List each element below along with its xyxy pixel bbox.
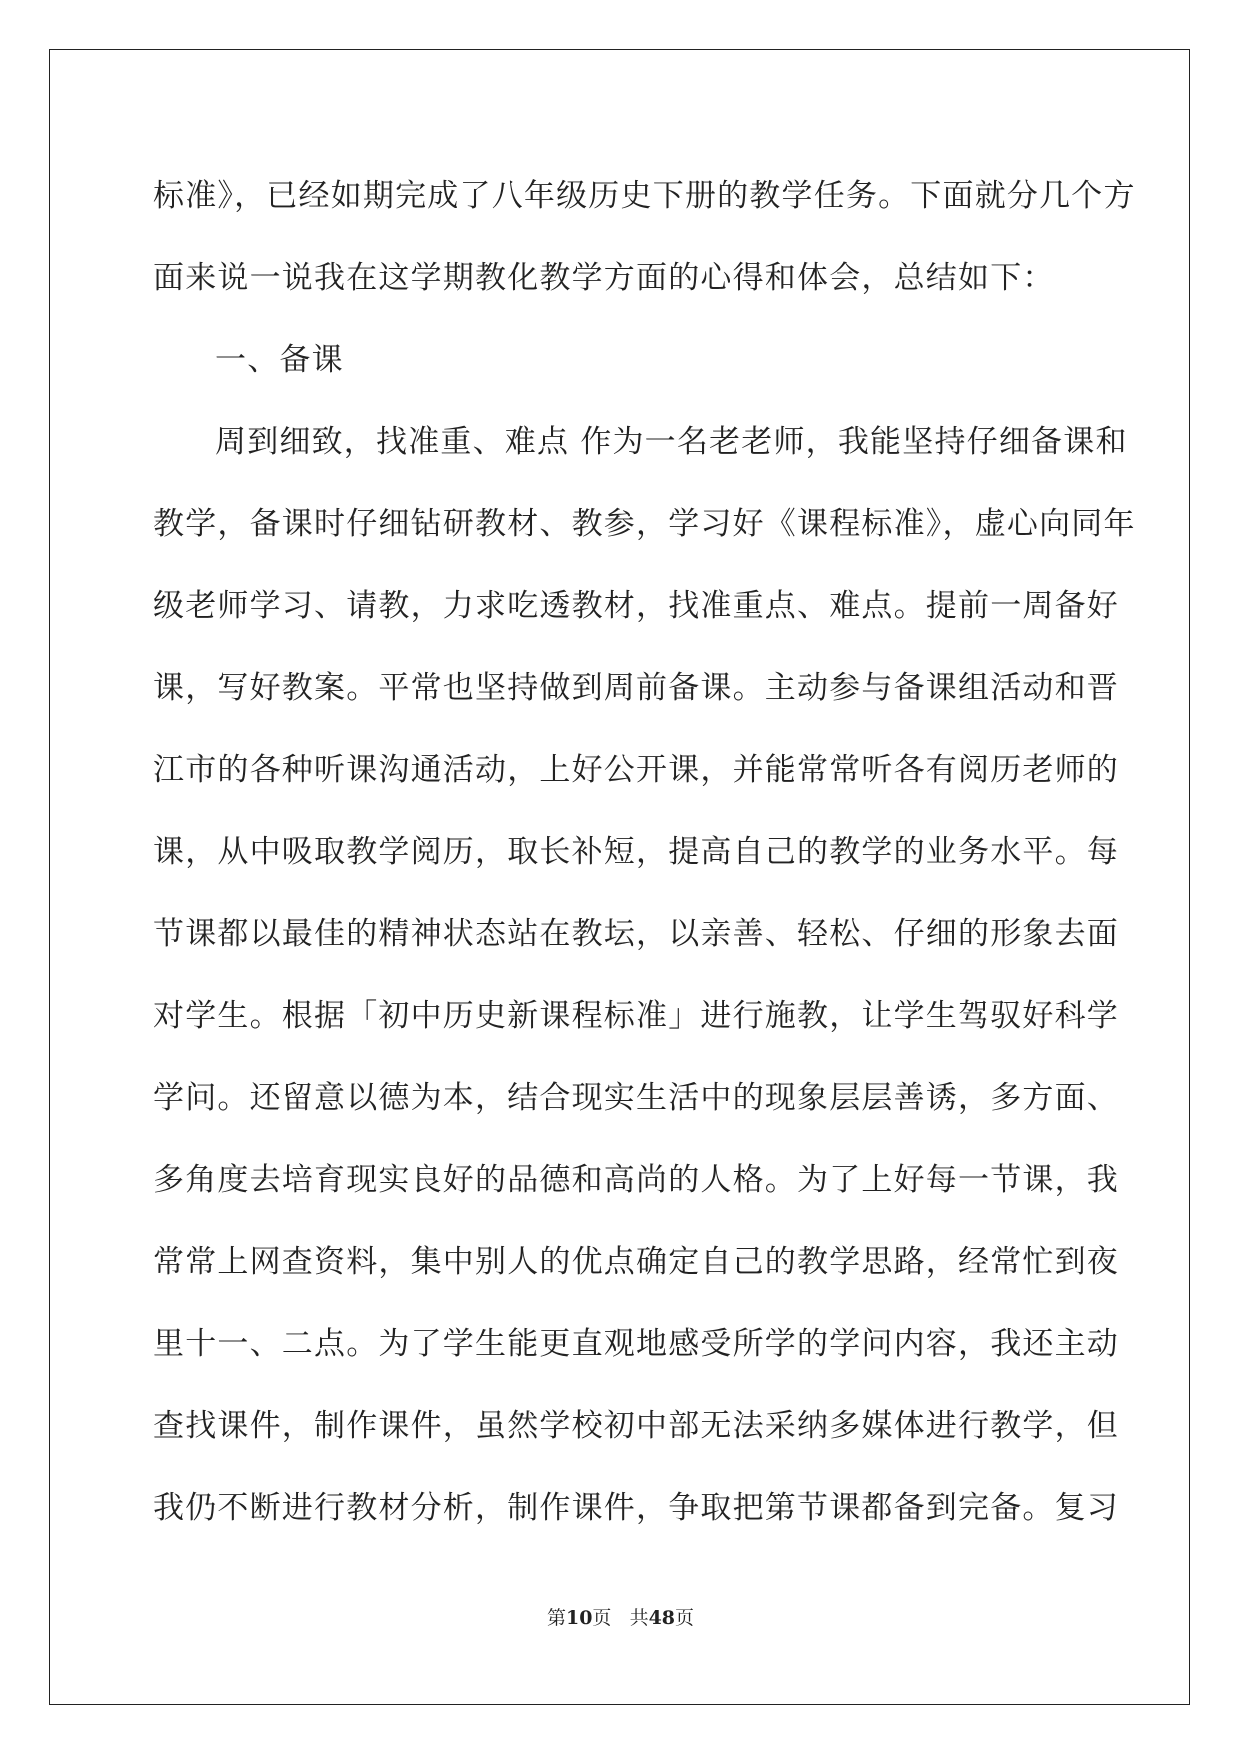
- text-line: 学问。还留意以德为本，结合现实生活中的现象层层善诱，多方面、: [153, 1080, 1119, 1116]
- text-line: 课，从中吸取教学阅历，取长补短，提高自己的教学的业务水平。每: [153, 834, 1119, 870]
- footer-total-prefix: 共: [629, 1607, 649, 1629]
- text-line: 教学，备课时仔细钻研教材、教参，学习好《课程标准》，虚心向同年: [153, 506, 1136, 542]
- text-line: 级老师学习、请教，力求吃透教材，找准重点、难点。提前一周备好: [153, 588, 1119, 624]
- footer-page-prefix: 第: [546, 1607, 566, 1629]
- text-line: 周到细致，找准重、难点 作为一名老老师，我能坚持仔细备课和: [215, 424, 1128, 460]
- text-line: 一、备课: [215, 342, 344, 378]
- document-body: [153, 155, 1136, 1549]
- text-line: 我仍不断进行教材分析，制作课件，争取把第节课都备到完备。复习: [153, 1490, 1119, 1526]
- page-footer: [0, 1603, 1241, 1630]
- text-line: 面来说一说我在这学期教化教学方面的心得和体会，总结如下：: [153, 260, 1055, 296]
- text-line: 课，写好教案。平常也坚持做到周前备课。主动参与备课组活动和晋: [153, 670, 1119, 706]
- text-line: 里十一、二点。为了学生能更直观地感受所学的学问内容，我还主动: [153, 1326, 1119, 1362]
- text-line: 查找课件，制作课件，虽然学校初中部无法采纳多媒体进行教学，但: [153, 1408, 1119, 1444]
- text-line: 江市的各种听课沟通活动，上好公开课，并能常常听各有阅历老师的: [153, 752, 1119, 788]
- footer-total-unit: 页: [675, 1607, 695, 1629]
- text-line: 常常上网查资料，集中别人的优点确定自己的教学思路，经常忙到夜: [153, 1244, 1119, 1280]
- footer-page-unit: 页: [592, 1607, 612, 1629]
- footer-page-number: 10: [565, 1607, 593, 1629]
- text-line: 标准》，已经如期完成了八年级历史下册的教学任务。下面就分几个方: [153, 178, 1136, 214]
- text-line: 节课都以最佳的精神状态站在教坛，以亲善、轻松、仔细的形象去面: [153, 916, 1119, 952]
- text-line: 多角度去培育现实良好的品德和高尚的人格。为了上好每一节课，我: [153, 1162, 1119, 1198]
- text-line: 对学生。根据「初中历史新课程标准」进行施教，让学生驾驭好科学: [153, 998, 1119, 1034]
- footer-total-pages: 48: [648, 1607, 676, 1629]
